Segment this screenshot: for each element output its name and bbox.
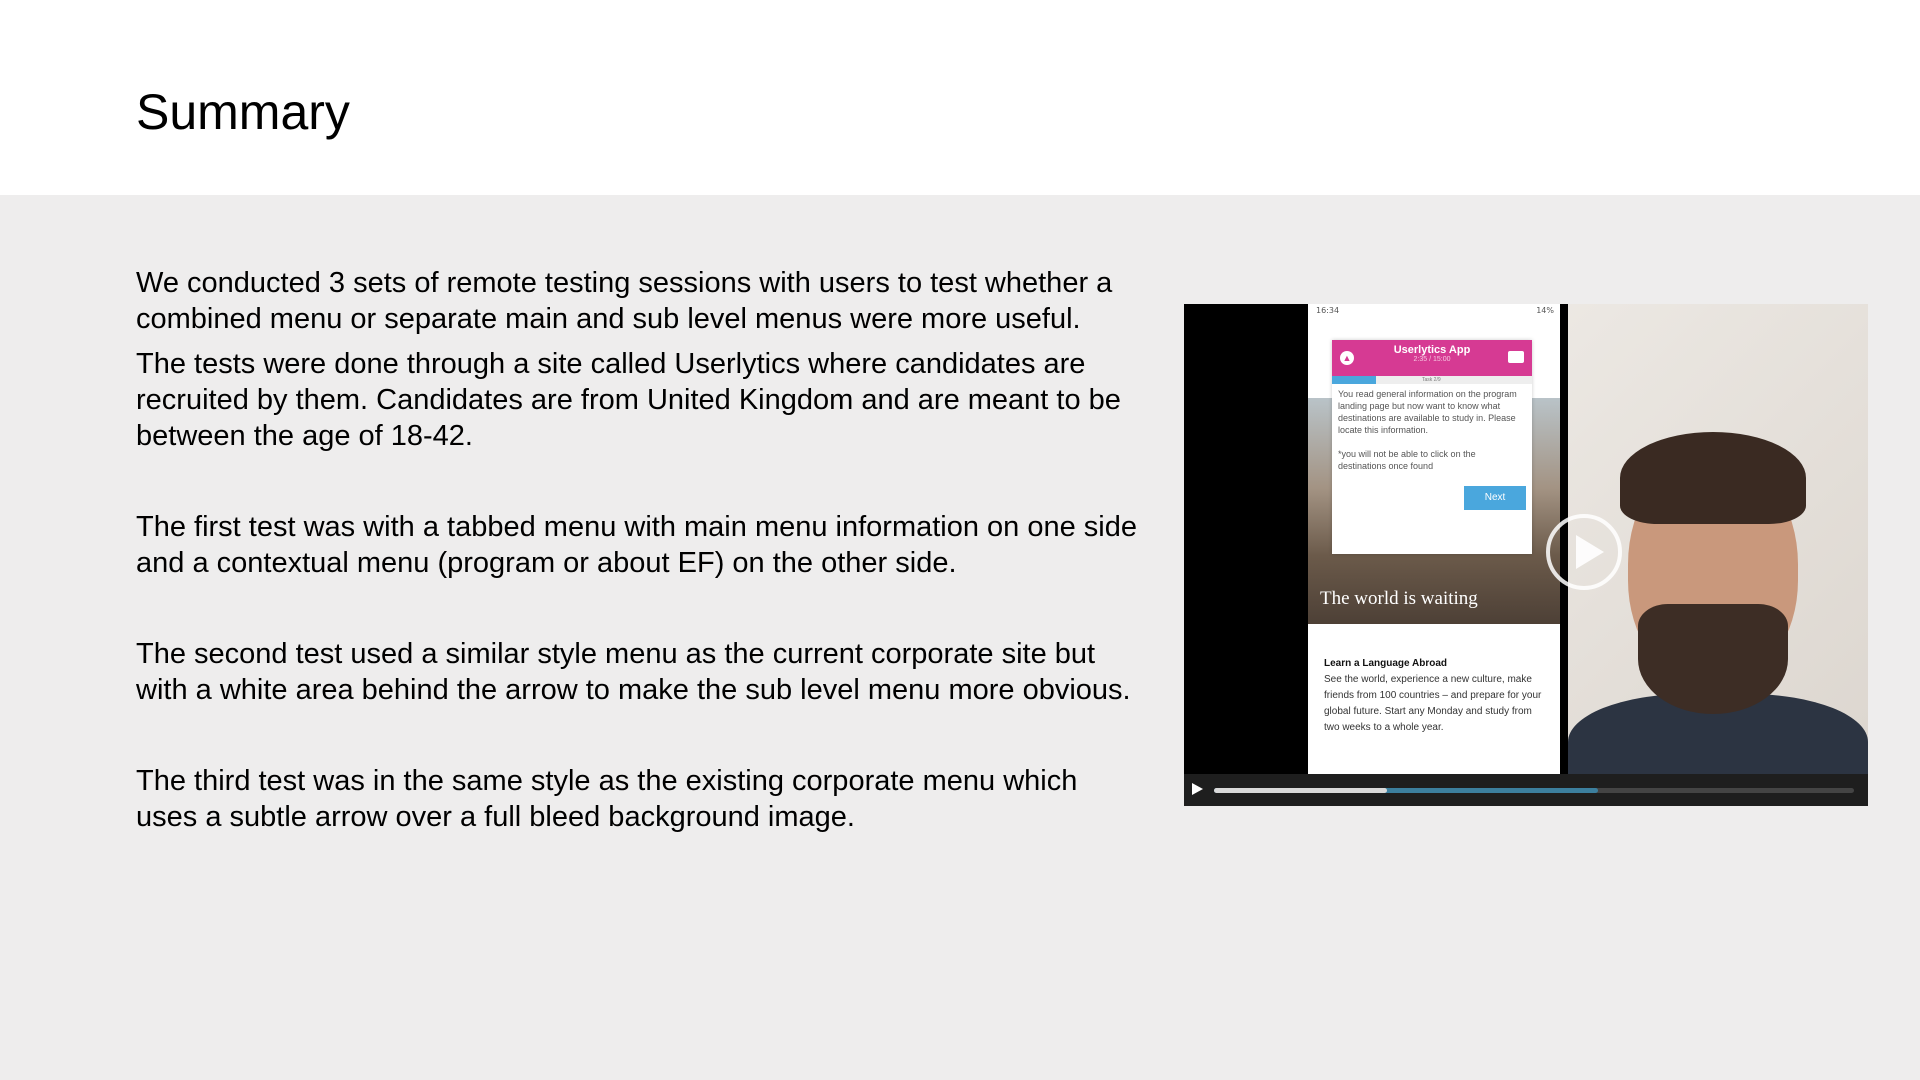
task-body xyxy=(1338,388,1524,472)
paragraph-second-test: The second test used a similar style menu as the current corporate site but with a white area behind the arrow to make the sub level menu more obvious. xyxy=(136,638,1131,706)
paragraph-first-test: The first test was with a tabbed menu with main menu information on one side and a contextual menu (program or about EF) on the other side. xyxy=(136,511,1138,579)
chat-icon[interactable] xyxy=(1508,351,1524,363)
task-progress-fill xyxy=(1332,376,1376,384)
phone-status-bar xyxy=(1308,304,1560,318)
task-card-header xyxy=(1332,340,1532,376)
phone-screen xyxy=(1308,304,1560,774)
video-scrubber[interactable] xyxy=(1214,788,1854,793)
chevron-up-icon[interactable]: ▲ xyxy=(1340,351,1354,365)
session-video[interactable] xyxy=(1184,304,1868,806)
person-hair xyxy=(1620,432,1806,524)
language-section xyxy=(1324,656,1548,736)
language-text: See the world, experience a new culture, make friends from 100 countries – and prepare for your global future. Start any Monday and study from two weeks to a whole year. xyxy=(1324,674,1542,733)
played-bar xyxy=(1214,788,1387,793)
language-title: Learn a Language Abroad xyxy=(1324,658,1447,669)
video-controls xyxy=(1184,774,1868,806)
task-note: *you will not be able to click on the destinations once found xyxy=(1338,449,1476,471)
slide-header xyxy=(0,0,1920,195)
next-button[interactable]: Next xyxy=(1464,486,1526,510)
play-icon[interactable] xyxy=(1192,783,1203,795)
app-name: Userlytics App xyxy=(1393,344,1471,356)
status-battery: 14% xyxy=(1536,306,1554,315)
task-label: Task 2/9 xyxy=(1422,377,1441,383)
paragraph-third-test: The third test was in the same style as the existing corporate menu which uses a subtle arrow over a full bleed background image. xyxy=(136,765,1078,833)
summary-text xyxy=(136,265,1146,835)
paragraph-userlytics: The tests were done through a site called Userlytics where candidates are recruited by them. Candidates are from United Kingdom and are meant to be between the age of 18-42. xyxy=(136,348,1121,452)
page-title: Summary xyxy=(136,84,350,140)
task-progress xyxy=(1332,376,1532,384)
task-card xyxy=(1332,340,1532,554)
hero-text: The world is waiting xyxy=(1320,588,1478,609)
task-text: You read general information on the program landing page but now want to know what destinations are available to study in. Please locate this information. xyxy=(1338,389,1517,435)
paragraph-testing-sessions: We conducted 3 sets of remote testing sessions with users to test whether a combined menu or separate main and sub level menus were more useful. xyxy=(136,267,1113,335)
person-beard xyxy=(1638,604,1788,714)
status-time: 16:34 xyxy=(1316,306,1340,315)
task-timer: 2:35 / 15:00 xyxy=(1413,356,1451,363)
play-overlay-icon[interactable] xyxy=(1546,514,1622,590)
